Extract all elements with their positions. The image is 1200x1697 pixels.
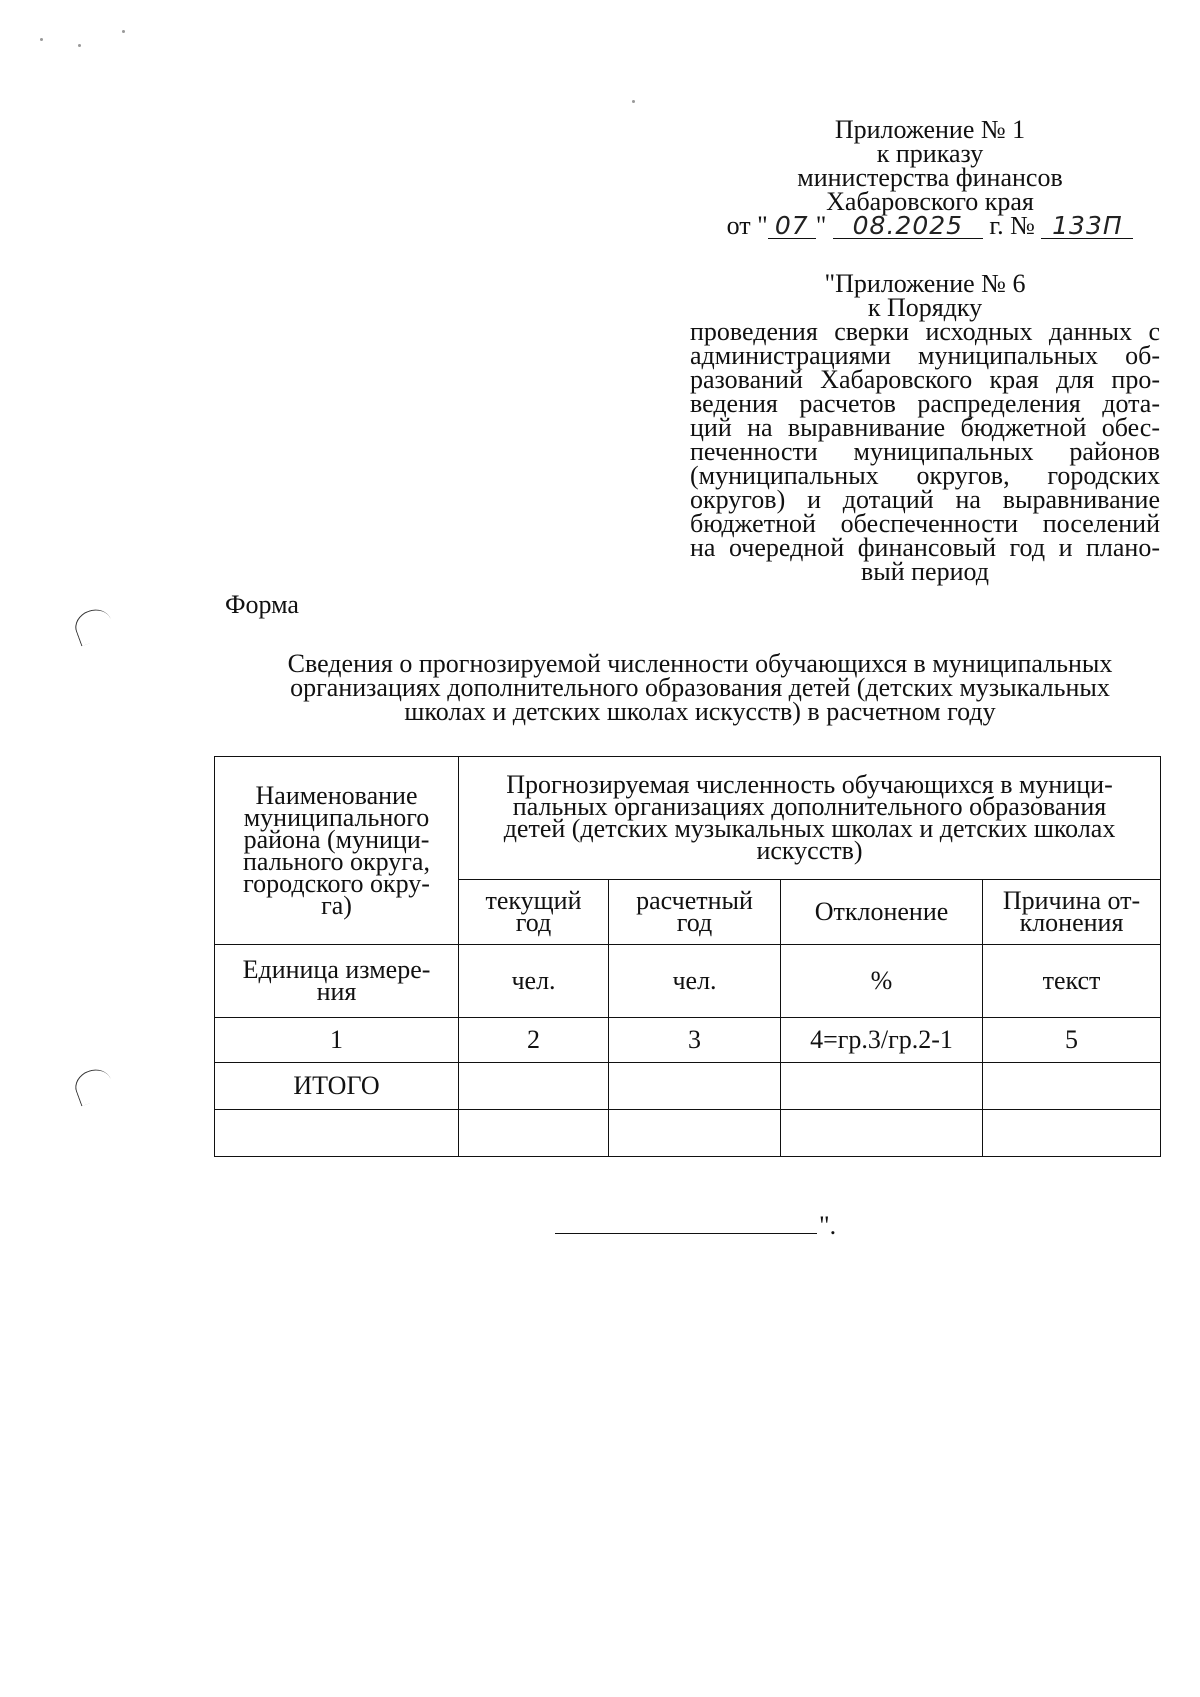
column-number-cell: 1 (215, 1018, 459, 1063)
header-text: год (515, 908, 552, 937)
empty-cell (983, 1110, 1161, 1157)
date-day: 07 (768, 214, 816, 239)
forecast-group-header (459, 757, 1161, 880)
form-label: Форма (225, 590, 299, 619)
hole-punch-mark-bottom (71, 1065, 116, 1107)
unit-cell: текст (983, 945, 1161, 1018)
header-text: Прогнозируемая численность обучающихся в муници- (506, 770, 1113, 799)
total-value-cell (983, 1063, 1161, 1110)
column-number-cell: 2 (459, 1018, 609, 1063)
column-number-cell: 5 (983, 1018, 1161, 1063)
appendix-6-header (690, 269, 1160, 586)
description-line: разований Хабаровского края для про- (690, 365, 1160, 394)
form-title-line: Сведения о прогнозируемой численности обучающихся в муниципальных (287, 649, 1113, 678)
appendix-1-ref: к приказу (876, 139, 984, 168)
table-header-row (215, 757, 1161, 880)
header-text: пальных организациях дополнительного образования (512, 792, 1107, 821)
empty-cell (459, 1110, 609, 1157)
description-line: вый период (860, 557, 989, 586)
total-value-cell (609, 1063, 781, 1110)
order-date-line (700, 211, 1160, 240)
header-text: га) (321, 890, 352, 920)
form-title-line: организациях дополнительного образования детей (детских музыкальных (290, 673, 1110, 702)
table-row (215, 1110, 1161, 1157)
column-number-cell: 4=гр.3/гр.2-1 (781, 1018, 983, 1063)
header-text: района (муници- (243, 824, 430, 854)
order-number-prefix: г. № (989, 211, 1035, 240)
appendix-1-region: Хабаровского края (826, 187, 1034, 216)
deviation-reason-header (983, 880, 1161, 945)
header-text: Отклонение (814, 897, 949, 926)
students-forecast-table (214, 756, 1161, 1157)
total-value-cell (781, 1063, 983, 1110)
scan-speck (40, 38, 43, 41)
total-value-cell (459, 1063, 609, 1110)
header-text: искусств) (756, 836, 863, 865)
header-text: расчетный (636, 886, 753, 915)
description-line: (муниципальных округов, городских (690, 461, 1160, 490)
hole-punch-mark-top (71, 605, 116, 647)
description-line: печенности муниципальных районов (690, 437, 1160, 466)
header-text: Наименование (255, 780, 418, 810)
units-row (215, 945, 1161, 1018)
closing-mark: ". (819, 1211, 837, 1240)
appendix-1-title: Приложение № 1 (834, 115, 1026, 144)
header-text: текущий (485, 886, 582, 915)
date-prefix: от " (726, 211, 768, 240)
units-label-text: Единица измере- (242, 955, 431, 984)
municipality-column-header (215, 757, 459, 945)
column-number-cell: 3 (609, 1018, 781, 1063)
units-label-cell (215, 945, 459, 1018)
header-text: год (676, 908, 713, 937)
closing-underline (555, 1233, 817, 1234)
description-line: ций на выравнивание бюджетной обес- (690, 413, 1160, 442)
unit-cell: чел. (609, 945, 781, 1018)
header-text: городского окру- (243, 868, 430, 898)
appendix-1-ministry: министерства финансов (797, 163, 1063, 192)
scan-speck (78, 44, 81, 47)
scan-speck (122, 30, 125, 33)
empty-cell (781, 1110, 983, 1157)
calculated-year-header (609, 880, 781, 945)
scan-speck (632, 100, 635, 103)
description-line: округов) и дотаций на выравнивание (690, 485, 1160, 514)
form-title-line: школах и детских школах искусств) в расчетном году (404, 697, 996, 726)
appendix-1-header (700, 115, 1160, 240)
date-quote: " (815, 211, 827, 240)
unit-cell: % (781, 945, 983, 1018)
closing-line (555, 1213, 836, 1239)
total-row (215, 1063, 1161, 1110)
total-label-cell: ИТОГО (215, 1063, 459, 1110)
column-numbers-row (215, 1018, 1161, 1063)
order-number: 133П (1041, 214, 1133, 239)
empty-cell (215, 1110, 459, 1157)
empty-cell (609, 1110, 781, 1157)
description-line: администрациями муниципальных об- (690, 341, 1160, 370)
appendix-6-ref: к Порядку (867, 293, 983, 322)
current-year-header (459, 880, 609, 945)
header-text: клонения (1019, 908, 1124, 937)
date-month-year: 08.2025 (833, 214, 983, 239)
form-title (220, 649, 1180, 726)
description-line: на очередной финансовый год и плано- (690, 533, 1160, 562)
description-line: ведения расчетов распределения дота- (690, 389, 1160, 418)
units-label-text: ния (316, 977, 357, 1006)
header-text: детей (детских музыкальных школах и детских школах (503, 814, 1116, 843)
description-line: проведения сверки исходных данных с (690, 317, 1160, 346)
unit-cell: чел. (459, 945, 609, 1018)
appendix-6-description (690, 317, 1160, 586)
description-line: бюджетной обеспеченности поселений (690, 509, 1160, 538)
header-text: Причина от- (1002, 886, 1141, 915)
appendix-6-title: "Приложение № 6 (824, 269, 1026, 298)
header-text: муниципального (243, 802, 430, 832)
deviation-header (781, 880, 983, 945)
header-text: пального округа, (243, 846, 430, 876)
